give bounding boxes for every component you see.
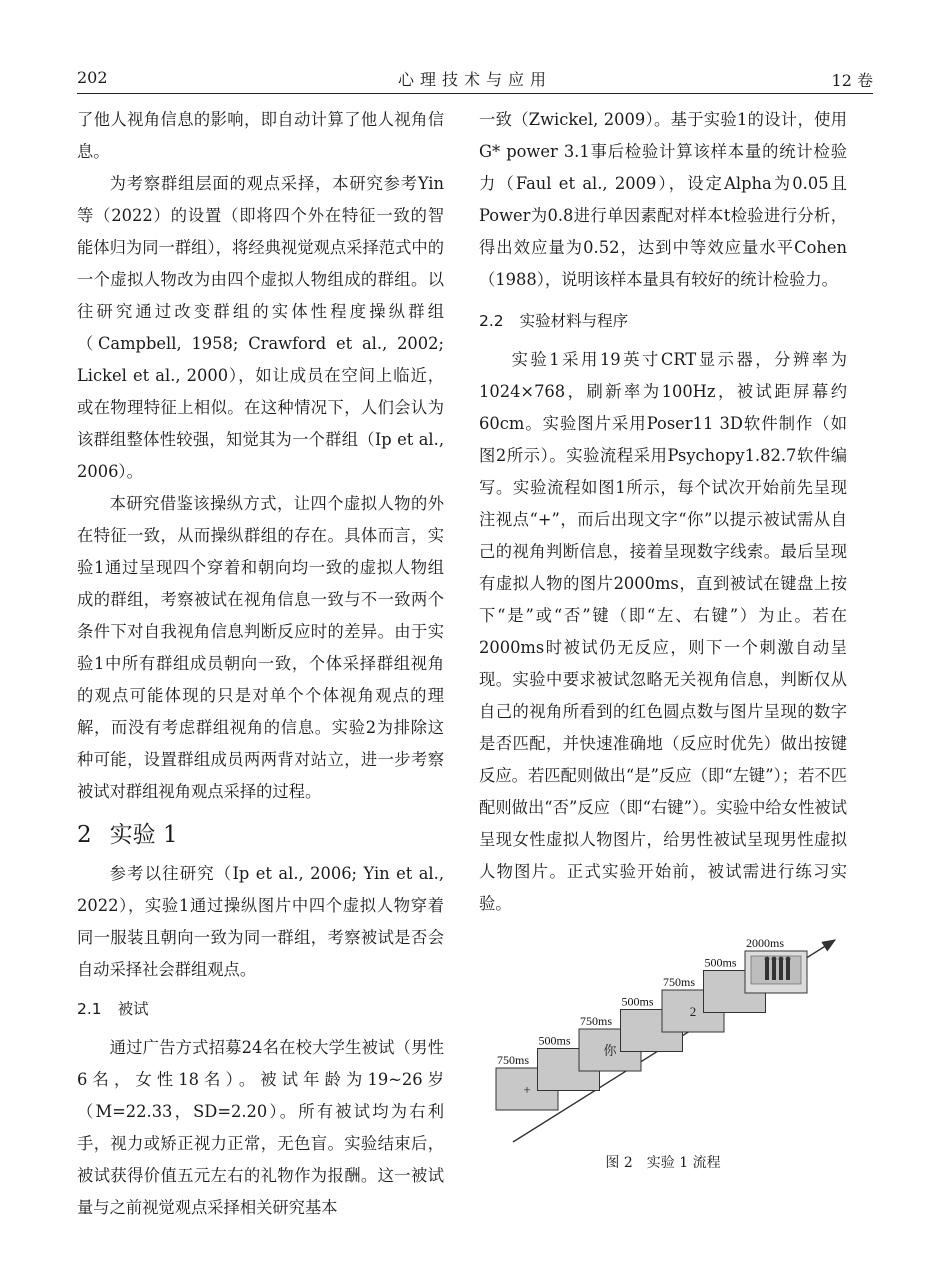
figure-number: 图 2	[605, 1155, 633, 1171]
step-duration-label: 2000ms	[746, 936, 785, 950]
subsection-number: 2.2	[479, 312, 504, 330]
header-rule	[77, 93, 873, 94]
figure-procedure	[479, 895, 847, 1185]
step-content: 你	[603, 1043, 617, 1058]
step-content: 2	[689, 1004, 697, 1019]
avatar-figure	[765, 960, 769, 980]
paragraph: 一致（Zwickel, 2009）。基于实验1的设计，使用G* power 3.1事后检验计算该样本量的统计检验力（Faul et al., 2009），设定Alpha为0.05且Power为0.8进行单因素配对样本t检验进行分析，得出效应量为0.52，达到中等效应量水平Cohen（1988），说明该样本量具有较好的统计检验力。	[479, 110, 847, 289]
avatar-figure	[786, 960, 790, 980]
avatar-head	[772, 957, 777, 962]
step-content: +	[523, 1082, 531, 1097]
paragraph: 实验1采用19英寸CRT显示器，分辨率为1024×768，刷新率为100Hz，被试距屏幕约60cm。实验图片采用Poser11 3D软件制作（如图2所示）。实验流程采用Psychopy1.82.7软件编写。实验流程如图1所示，每个试次开始前先呈现注视点“+”，而后出现文字“你”以提示被试需从自己的视角判断信息，接着呈现数字线索。最后呈现有虚拟人物的图片2000ms，直到被试在键盘上按下“是”或“否”键（即“左、右键”）为止。若在2000ms时被试仍无反应，则下一个刺激自动呈现。实验中要求被试忽略无关视角信息，判断仅从自己的视角所看到的红色圆点数与图片呈现的数字是否匹配，并快速准确地（反应时优先）做出按键反应。若匹配则做出“是”反应（即“左键”）；若不匹配则做出“否”反应（即“右键”）。实验中给女性被试呈现女性虚拟人物图片，给男性被试呈现男性虚拟人物图片。正式实验开始前，被试需进行练习实验。	[479, 350, 847, 913]
running-header	[77, 66, 873, 90]
step-duration-label: 750ms	[497, 1053, 530, 1067]
section-title: 实验 1	[109, 822, 178, 848]
right-column	[479, 104, 847, 920]
avatar-head	[765, 957, 770, 962]
subsection-title: 实验材料与程序	[519, 312, 629, 330]
avatar-figure	[772, 960, 776, 980]
step-duration-label: 750ms	[663, 975, 696, 989]
avatar-head	[779, 957, 784, 962]
subsection-heading	[77, 986, 444, 1032]
procedure-step	[745, 936, 807, 993]
figure-caption	[479, 1153, 847, 1173]
step-duration-label: 750ms	[580, 1014, 613, 1028]
paragraph: 参考以往研究（Ip et al., 2006; Yin et al., 2022），实验1通过操纵图片中四个虚拟人物穿着同一服装且朝向一致为同一群组，考察被试是否会自动采择社会群组观点。	[77, 864, 444, 979]
paragraph: 为考察群组层面的观点采择，本研究参考Yin等（2022）的设置（即将四个外在特征一致的智能体归为同一群组），将经典视觉观点采择范式中的一个虚拟人物改为由四个虚拟人物组成的群组。以往研究通过改变群组的实体性程度操纵群组（Campbell, 1958; Crawford et al., 2002; Lickel et al., 2000），如让成员在空间上临近，或在物理特征上相似。在这种情况下，人们会认为该群组整体性较强，知觉其为一个群组（Ip et al., 2006）。	[77, 174, 444, 481]
procedure-diagram	[479, 895, 847, 1153]
figure-caption-text: 实验 1 流程	[646, 1155, 721, 1171]
step-duration-label: 500ms	[621, 994, 654, 1009]
avatar-figure	[779, 960, 783, 980]
subsection-heading	[479, 298, 847, 344]
subsection-title: 被试	[117, 1000, 149, 1018]
paragraph: 通过广告方式招募24名在校大学生被试（男性6名，女性18名）。被试年龄为19~26岁（M=22.33，SD=2.20）。所有被试均为右利手，视力或矫正视力正常，无色盲。实验结束后，被试获得价值五元左右的礼物作为报酬。这一被试量与之前视觉观点采择相关研究基本	[77, 1038, 444, 1217]
paragraph: 了他人视角信息的影响，即自动计算了他人视角信息。	[77, 110, 444, 161]
section-number: 2	[77, 822, 92, 848]
journal-title: 心理技术与应用	[397, 70, 552, 89]
step-duration-label: 500ms	[704, 955, 737, 970]
page-number: 202	[77, 68, 108, 87]
section-heading	[77, 814, 444, 856]
left-column	[77, 104, 444, 1224]
paragraph: 本研究借鉴该操纵方式，让四个虚拟人物的外在特征一致，从而操纵群组的存在。具体而言，实验1通过呈现四个穿着和朝向均一致的虚拟人物组成的群组，考察被试在视角信息一致与不一致两个条件下对自我视角信息判断反应时的差异。由于实验1中所有群组成员朝向一致，个体采择群组视角的观点可能体现的只是对单个个体视角观点的理解，而没有考虑群组视角的信息。实验2为排除这种可能，设置群组成员两两背对站立，进一步考察被试对群组视角观点采择的过程。	[77, 494, 444, 801]
volume-label: 12 卷	[831, 71, 873, 90]
subsection-number: 2.1	[77, 1000, 102, 1018]
avatar-head	[786, 957, 791, 962]
step-duration-label: 500ms	[538, 1033, 571, 1048]
